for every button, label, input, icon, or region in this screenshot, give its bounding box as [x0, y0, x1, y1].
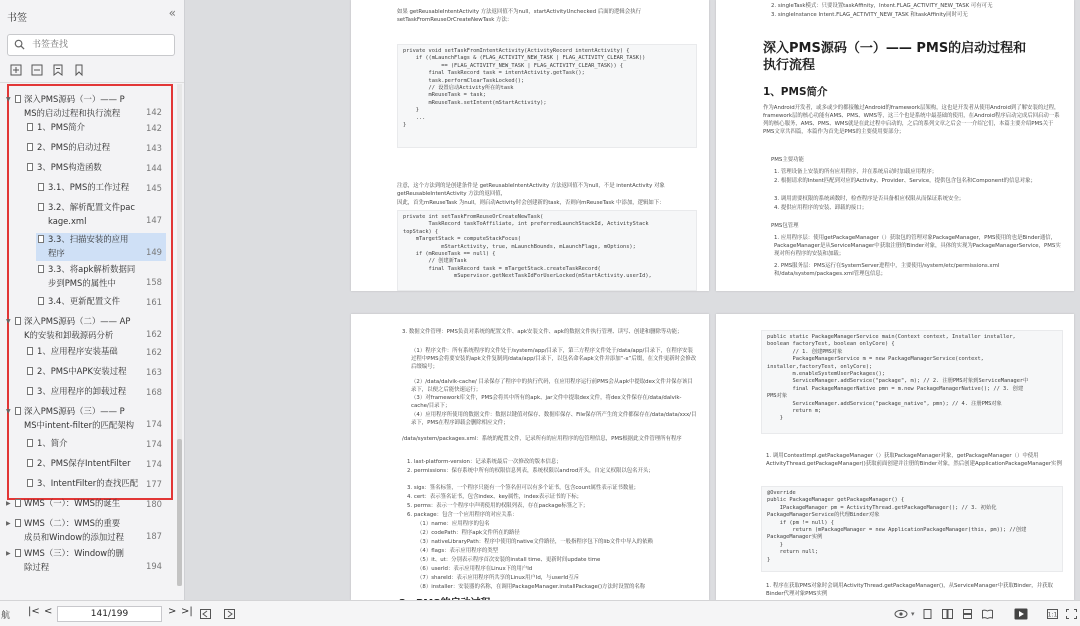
back-icon[interactable] [200, 609, 211, 619]
bookmark-item[interactable] [25, 161, 166, 176]
bullet-text: /data/system/packages.xml：系统的配置文件，记录所有的应用程序的包管理信息，PMS根据此文件管理所有程序 [402, 436, 682, 442]
first-page-icon[interactable]: |< [28, 606, 40, 617]
list-item: 4. 提供应用程序的安装、卸载的接口； [774, 205, 868, 211]
bookmark-search-input[interactable] [32, 38, 168, 52]
bookmark-page-icon [27, 459, 33, 467]
bookmark-search-box[interactable] [7, 34, 175, 56]
bookmark-page-icon [27, 439, 33, 447]
chevron-down-icon[interactable]: ▾ [911, 610, 915, 618]
bookmark-label: WMS（一）：WMS的诞生 [24, 498, 121, 508]
bookmark-page-number: 162 [146, 347, 162, 357]
list-item: （2）codePath：程序apk文件所在的路径 [417, 530, 520, 536]
bookmark-label: 3、应用程序的卸载过程 [37, 386, 127, 396]
list-item: （1）name：应用程序的包名 [417, 521, 490, 527]
list-item: （2）/data/dalvik-cache/ 目录保存了程序中的执行代码，在应用程序运行前PMS会从apk中提取dex文件并保存该目录下，以便之后能快速运行； [411, 379, 693, 393]
bookmark-label: 2、PMS保存IntentFilter [37, 458, 131, 468]
bookmark-item[interactable] [6, 93, 166, 121]
list-item: （3）nativeLibraryPath：程序中使用的native文件路径，一般指程序包下的lib文件中导入的依赖 [417, 539, 653, 545]
bookmark-icon[interactable] [73, 64, 85, 76]
double-page-icon[interactable] [942, 609, 953, 619]
page-text: 3. singleInstance Intent.FLAG_ACTIVITY_NEW_TASK 和taskAffinity同时可无 [771, 12, 968, 18]
bookmark-sidebar [0, 0, 185, 600]
bookmark-page-number: 194 [146, 561, 162, 571]
list-item: （3）对framework库文件，PMS会将其中所有的apk、jar文件中提取dex文件，将dex文件保存在/data/dalvik-cache/目录下； [411, 395, 682, 409]
bookmark-page-icon [27, 367, 33, 375]
bookmark-label: 2、PMS的启动过程 [37, 142, 111, 152]
bullet-text: PMS包管理 [771, 223, 799, 229]
bookmark-item[interactable] [36, 263, 166, 291]
list-item: 2. 根据请求的Intent匹配到对应的Activity、Provider、Service，提供包含包名和Component的信息对象； [774, 178, 1036, 184]
code-block: private int setTaskFromReuseOrCreateNewTask( TaskRecord taskToAffiliate, int preferredLaunchStackId, ActivityStack topStack) { mTargetStack = computeStackFocus( mStartActivity, true, mLaunchBounds, mLaunchFlags, mOptions); if (mReuseTask == null) { // 创建新Task final TaskRecord task = mTargetStack.createTaskRecord( mSupervisor.getNextTaskIdForUserLocked(mStartActivity.userId), [397, 210, 697, 291]
bookmark-page-icon [15, 407, 21, 415]
code-block: private void setTaskFromIntentActivity(ActivityRecord intentActivity) { if ((mLaunchFlags & (FLAG_ACTIVITY_NEW_TASK | FLAG_ACTIVITY_CLEAR_TASK)) == (FLAG_ACTIVITY_NEW_TASK | FLAG_ACTIVITY_CLEAR_TASK)) { final TaskRecord task = intentActivity.getTask(); task.performClearTaskLocked(); // 设置启动Activity所在的task mReuseTask = task; mReuseTask.setIntent(mStartActivity); } ... } [397, 44, 697, 148]
bookmark-label: WMS（三）：Window的删 除过程 [24, 548, 124, 572]
list-item: （5）it、ut：分别表示程序首次安装的install time、更新时间update time [417, 557, 601, 563]
bookmark-page-icon [27, 387, 33, 395]
page-subheading: 1、PMS简介 [763, 86, 828, 98]
page-heading: 深入PMS源码（一）—— PMS的启动过程和 执行流程 [763, 41, 1027, 73]
bookmark-item[interactable] [36, 181, 166, 196]
bookmark-item[interactable] [36, 201, 166, 229]
bookmark-page-number: 174 [146, 439, 162, 449]
bookmark-item[interactable] [25, 385, 166, 400]
collapse-all-icon[interactable] [31, 64, 43, 76]
list-item: 2. PMS服务层：PMS运行在SystemServer进程中，主要使用/system/etc/permissions.xml和/data/system/packages.xml管理包信息； [774, 263, 1000, 277]
list-item: 1. 程序在获取PMS对象时会调用ActivityThread.getPackageManager()，从ServiceManager中获取Binder，并获取Binder代理对象PMS实例 [766, 583, 1053, 597]
bookmark-page-icon [38, 203, 44, 211]
list-item: （4）应用程序所使用的数据文件：数据以键值对保存、数据库保存、File保存所产生的文件都保存在/data/data/xxx/目录下，PMS在程序卸载会删除相应文件； [411, 412, 697, 426]
bookmark-label: 2、PMS中APK安装过程 [37, 366, 127, 376]
bookmark-item[interactable] [6, 517, 166, 545]
bookmark-item[interactable] [25, 345, 166, 360]
bookmark-page-icon [38, 183, 44, 191]
eye-protection-icon[interactable] [894, 609, 908, 619]
svg-text:1:1: 1:1 [1047, 611, 1058, 619]
list-item: 3. sigs：签名标签，一个程序只能有一个签名但可以有多个证书，包含count属性表示证书数量； [407, 485, 640, 491]
bookmark-page-icon [27, 163, 33, 171]
collapse-arrow-icon[interactable]: ▼ [6, 318, 11, 325]
scrollbar-thumb[interactable] [177, 439, 182, 586]
bookmark-label: 3.4、更新配置文件 [48, 296, 120, 306]
expand-arrow-icon[interactable]: ▶ [6, 500, 11, 507]
bookmark-page-number: 174 [146, 419, 162, 429]
bookmark-toolbar [10, 64, 85, 78]
bookmark-page-number: 174 [146, 459, 162, 469]
list-item: （8）installer：安装器的名称，在调用PackageManager.installPackage()方法时设置的名称 [417, 584, 646, 590]
bookmark-page-icon [27, 347, 33, 355]
bookmark-label: 3.1、PMS的工作过程 [48, 182, 130, 192]
list-item: 1. 调用ContextImpl.getPackageManager（）获取PackageManager对象，getPackageManager（）中使用ActivityThread.getPackageManager()获取前面创建并注册的Binder对象，然后创建ApplicationPackageManager实例 [766, 453, 1062, 467]
page-text: 注意，这个方法到的是创建条件是 getReusableIntentActivity 方法返回值不为null，不是 intentActivity 对象 getReusableIntentActivity 方法的返回值， [397, 183, 665, 197]
bookmark-item[interactable] [25, 121, 166, 136]
collapse-arrow-icon[interactable]: ▼ [6, 408, 11, 415]
page-text: 2. singleTask模式：只要设置taskAffinity，Intent.FLAG_ACTIVITY_NEW_TASK 可有可无 [771, 3, 993, 9]
bookmark-page-icon [38, 265, 44, 273]
bookmark-item[interactable] [25, 437, 166, 452]
bookmark-label: 3.3、扫描安装的应用 程序 [48, 234, 129, 258]
next-page-icon[interactable]: > [168, 606, 177, 617]
collapse-arrow-icon[interactable]: ▼ [6, 96, 11, 103]
bookmark-page-number: 145 [146, 183, 162, 193]
bookmark-label: 3、IntentFilter的查找匹配 [37, 478, 139, 488]
list-item: 3. 调用需要权限的系统函数时，检查程序是否具备相应权限从而保证系统安全； [774, 196, 965, 202]
page-text: 如果 getReusableIntentActivity 方法返回值不为null，startActivityUnchecked 后面的逻辑会执行 setTaskFromReuseOrCreateNewTask 方法： [397, 9, 641, 23]
list-item: （7）shareId：表示应用程序所共享的Linux用户Id，与userId互斥 [417, 575, 580, 581]
page-number-input[interactable]: 141/199 [57, 606, 162, 622]
bookmark-page-number: 158 [146, 277, 162, 287]
book-mode-icon[interactable] [982, 609, 993, 619]
list-item: （4）flags：表示应用程序的类型 [417, 548, 499, 554]
bookmark-page-number: 142 [146, 107, 162, 117]
bookmark-label: 1、PMS简介 [37, 122, 86, 132]
bookmark-page-icon [15, 95, 21, 103]
list-item: 1. 管理设备上安装的所有应用程序，并在系统启动时加载应用程序； [774, 169, 938, 175]
sidebar-title: 书签 [7, 13, 27, 24]
bookmark-page-icon [27, 143, 33, 151]
list-item: （6）userId：表示应用程序在Linux下的用户Id [417, 566, 533, 572]
list-item: 3. 数据文件管理：PMS负责对系统的配置文件、apk安装文件、apk的数据文件执行管理、读写、创建和删除等功能； [402, 329, 683, 335]
page-text: 因此，首先mReuseTask 为null，则启动Activity时会创建新的task，否则向mReuseTask 中添加，逻辑如下： [397, 200, 665, 206]
bookmark-label: WMS（二）：WMS的重要 成员和Window的添加过程 [24, 518, 125, 542]
bookmark-page-number: 162 [146, 329, 162, 339]
bookmark-page-number: 177 [146, 479, 162, 489]
sidebar-scrollbar[interactable] [177, 84, 182, 586]
bookmark-page-icon [27, 123, 33, 131]
bookmark-label: 1、简介 [37, 438, 68, 448]
bookmark-item[interactable] [25, 141, 166, 156]
bookmark-label: 3.3、将apk解析数据同 步到PMS的属性中 [48, 264, 136, 288]
search-icon [14, 39, 25, 50]
bookmark-label: 3.2、解析配置文件pac kage.xml [48, 202, 135, 226]
prev-page-icon[interactable]: < [44, 606, 53, 617]
expand-all-icon[interactable] [10, 64, 22, 76]
bookmark-item[interactable] [6, 497, 166, 512]
list-item: 1. 应用程序层：使用getPackageManager（）获取包的管理对象PackageManager，PMS使用的也是Binder通信，PackageManager是从ServiceManager中获取注册的Binder对象，具体的实现为PackageManagerService，PMS实现对所有程序的安装和加载； [774, 235, 1061, 257]
list-item: 1. last-platform-version：记录系统最后一次修改的版本信息； [407, 459, 562, 465]
bookmark-item[interactable] [6, 405, 166, 433]
bookmark-page-icon [15, 549, 21, 557]
bookmark-label: 深入PMS源码（二）—— AP K的安装和卸载源码分析 [24, 316, 131, 340]
bookmark-page-number: 163 [146, 367, 162, 377]
pdf-page-left-top [351, 0, 709, 291]
bookmark-page-icon [27, 479, 33, 487]
pdf-page-right-bottom [716, 314, 1074, 600]
fullscreen-icon[interactable] [1066, 609, 1077, 619]
bookmark-page-number: 143 [146, 143, 162, 153]
expand-arrow-icon[interactable]: ▶ [6, 550, 11, 557]
add-bookmark-icon[interactable] [52, 64, 64, 76]
bookmark-page-icon [15, 499, 21, 507]
bookmark-item[interactable] [36, 295, 166, 310]
pdf-page-left-bottom [351, 314, 709, 600]
bookmark-label: 1、应用程序安装基础 [37, 346, 118, 356]
list-item: 2. permissions：保存系统中所有的权限信息列表，系统权限以androd开头，自定义权限以包名开头； [407, 468, 654, 474]
bookmark-page-number: 149 [146, 247, 162, 257]
bookmark-page-number: 144 [146, 163, 162, 173]
list-item: 6. package：包含一个应用程序的对应关系： [407, 512, 518, 518]
bookmark-item[interactable] [6, 315, 166, 343]
bookmark-page-icon [38, 297, 44, 305]
play-icon[interactable] [1014, 608, 1028, 620]
bookmark-page-number: 180 [146, 499, 162, 509]
nav-label: 航 [1, 611, 11, 621]
pdf-page-right-top [716, 0, 1074, 291]
page-paragraph: 作为Android开发者，或多或少的都接触过Android的framework层架构，这也是开发者从使用Android到了解安装的过程，framework层的核心功能有AMS、PMS、WMS等，这三个也是系统中最基础的使用，在Android程序启动完成后回启动一系列的核心服务，AMS、PMS、WMS就是在此过程中启动的，之后的系列文章之后会一一介绍它们，本篇主要介绍PMS关于PMS文章共四篇，本篇作为首先是PMS的主要使用要部分； [763, 105, 1060, 135]
forward-icon[interactable] [224, 609, 235, 619]
last-page-icon[interactable]: >| [181, 606, 193, 617]
bookmark-page-number: 147 [146, 215, 162, 225]
bookmark-page-number: 187 [146, 531, 162, 541]
bookmark-page-number: 142 [146, 123, 162, 133]
bookmark-item[interactable] [25, 365, 166, 380]
bottom-toolbar [0, 600, 1080, 626]
divider [0, 82, 184, 83]
bookmark-item[interactable] [25, 457, 166, 472]
list-item: （1）程序文件：所有系统程序的文件处于/system/app/目录下，第三方程序文件处于/data/app/目录下，在程序安装过程中PMS会将要安装的apk文件复制到/data/app/目录下，以包名命名apk文件并添加“-x”后缀，在文件更新时会修改后缀编号； [411, 348, 697, 370]
list-item: 5. perms：表示一个程序中声明使用的权限列表，存在package标签之下； [407, 503, 589, 509]
bookmark-label: 深入PMS源码（一）—— P MS的启动过程和执行流程 [24, 94, 125, 118]
bookmark-item[interactable] [6, 547, 166, 575]
bullet-text: PMS主要功能 [771, 157, 804, 163]
code-block: public static PackageManagerService main(Context context, Installer installer, boolean factoryTest, boolean onlyCore) { // 1. 创建PMS对象 PackageManagerService m = new PackageManagerService(context, installer,factoryTest, onlyCore); m.enableSystemUserPackages(); ServiceManager.addService("package", m); // 2. 注册PMS对象到ServiceManager中 final PackageManagerNative pmn = m.new PackageManagerNative(); // 3. 创建 PMS对象 ServiceManager.addService("package_native", pmn); // 4. 注册PMS对象 return m; } [761, 330, 1063, 434]
continuous-page-icon[interactable] [962, 609, 973, 619]
single-page-icon[interactable] [922, 609, 933, 619]
expand-arrow-icon[interactable]: ▶ [6, 520, 11, 527]
fit-page-icon[interactable] [1047, 609, 1058, 619]
bookmark-item[interactable] [36, 233, 166, 261]
bookmark-page-number: 161 [146, 297, 162, 307]
collapse-sidebar-icon[interactable]: « [168, 6, 176, 20]
code-block: @Override public PackageManager getPackageManager() { IPackageManager pm = ActivityThread.getPackageManager(); // 3. 初始化 PackageManagerService的代理Binder对象 if (pm != null) { return (mPackageManager = new ApplicationPackageManager(this, pm)); //创建 PackageManager实例 } return null; } [761, 486, 1063, 572]
bookmark-label: 深入PMS源码（三）—— P MS中intent-filter的匹配架构 [24, 406, 134, 430]
bookmark-page-icon [15, 317, 21, 325]
list-item: 4. cert：表示签名证书，包含index、key属性，index表示证书的下标； [407, 494, 582, 500]
bookmark-page-icon [15, 519, 21, 527]
bookmark-label: 3、PMS构造函数 [37, 162, 102, 172]
bookmark-page-icon [38, 235, 44, 243]
bookmark-item[interactable] [25, 477, 166, 492]
bookmark-page-number: 168 [146, 387, 162, 397]
